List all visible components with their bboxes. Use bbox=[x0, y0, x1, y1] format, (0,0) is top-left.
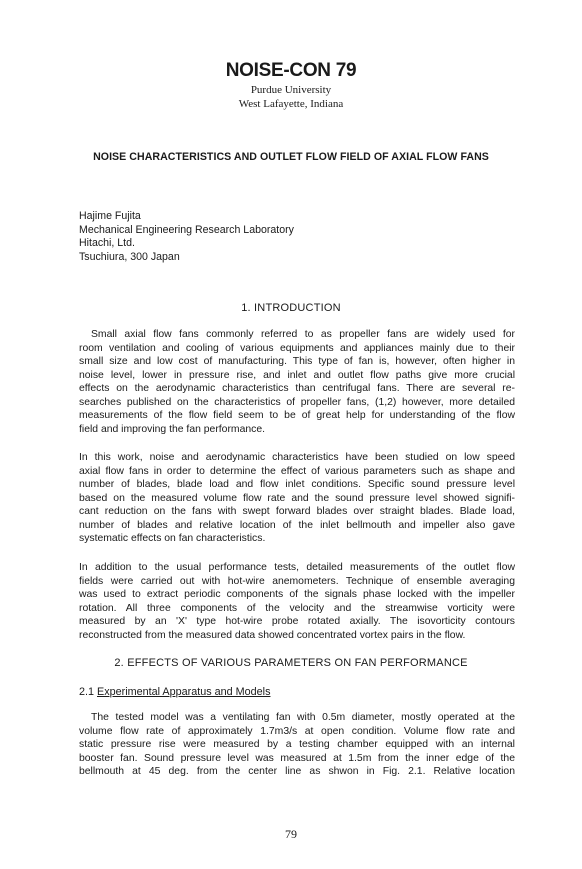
author-lab: Mechanical Engineering Research Laboratory bbox=[79, 223, 294, 236]
text-line: measured by an 'X' type hot-wire probe rotated axially. The isovorticity contours bbox=[79, 616, 515, 627]
text-line: room ventilation and cooling of various equipments and appliances mainly due to their bbox=[79, 342, 515, 354]
page-number: 79 bbox=[285, 827, 297, 841]
text-line: number of blades, blade load and flow inlet conditions. Specific sound pressure level bbox=[79, 479, 515, 490]
paragraph bbox=[79, 451, 515, 546]
text-line: number of blades and relative location of the inlet bellmouth and impeller also gave bbox=[79, 519, 515, 531]
author-name: Hajime Fujita bbox=[79, 210, 141, 222]
text-line: In this work, noise and aerodynamic characteristics have been studied on low speed bbox=[79, 452, 515, 463]
text-line: bellmouth at 45 deg. from the center line as shwon in Fig. 2.1. Relative location bbox=[79, 766, 515, 777]
text-line: In addition to the usual performance tests, detailed measurements of the outlet flow bbox=[79, 562, 515, 573]
text-line: small size and low cost of manufacturing. This type of fan is, however, often higher in bbox=[79, 356, 515, 367]
text-line: was used to extract periodic components of the signals phase locked with the impeller bbox=[79, 589, 515, 600]
author-block bbox=[79, 210, 294, 264]
text-line: The tested model was a ventilating fan with 0.5m diameter, mostly operated at the bbox=[91, 712, 515, 723]
author-company: Hitachi, Ltd. bbox=[79, 237, 135, 250]
text-line: rotation. All three components of the velocity and the streamwise vorticity were bbox=[79, 602, 515, 614]
paragraph bbox=[79, 561, 515, 642]
text-line: Small axial flow fans commonly referred to as propeller fans are widely used for bbox=[91, 329, 515, 340]
text-line: field and improving the fan performance. bbox=[79, 423, 265, 435]
text-line: noise level, lower in pressure rise, and inlet and outlet flow paths give more crucial bbox=[79, 369, 515, 381]
conference-venue: Purdue University bbox=[250, 84, 332, 96]
subsection-title: Experimental Apparatus and Models bbox=[97, 686, 271, 698]
subsection-number: 2.1 bbox=[79, 686, 95, 698]
text-line: systematic effects on fan characteristics. bbox=[79, 533, 266, 544]
conference-location: West Lafayette, Indiana bbox=[238, 98, 344, 110]
text-line: cant reduction on the fans with swept forward blades over straight blades. Blade load, bbox=[79, 506, 515, 517]
subsection-heading bbox=[79, 686, 270, 698]
paragraph bbox=[79, 328, 515, 436]
section-heading-introduction: 1. INTRODUCTION bbox=[241, 302, 341, 314]
conference-title: NOISE-CON 79 bbox=[225, 60, 357, 81]
text-line: based on the measured volume flow rate and the sound pressure level showed signifi- bbox=[79, 492, 515, 504]
author-city: Tsuchiura, 300 Japan bbox=[79, 250, 180, 263]
text-line: reconstructed from the measured data showed concentrated vortex pairs in the flow. bbox=[79, 629, 466, 641]
text-line: volume flow rate of approximately 1.7m3/s at open condition. Volume flow rate and bbox=[79, 725, 515, 737]
text-line: axial flow fans in order to determine the effect of various parameters such as shape and bbox=[79, 465, 515, 477]
text-line: booster fan. Sound pressure level was measured at 1.5m from the inner edge of the bbox=[79, 752, 515, 764]
text-line: effects on the aerodynamic characteristics than centrifugal fans. There are several re- bbox=[79, 383, 515, 394]
text-line: searches published on the characteristics of propeller fans, (1,2) however, more detailed bbox=[79, 396, 515, 408]
paper-title: NOISE CHARACTERISTICS AND OUTLET FLOW FIELD OF AXIAL FLOW FANS bbox=[93, 151, 489, 163]
text-line: fields were carried out with hot-wire anemometers. Technique of ensemble averaging bbox=[79, 575, 515, 587]
text-line: measurements of the flow field seem to be of great help for understanding of the flow bbox=[79, 410, 515, 421]
text-line: static pressure rise were measured by a testing chamber equipped with an internal bbox=[79, 739, 515, 750]
paragraph bbox=[79, 711, 515, 779]
section-heading-effects: 2. EFFECTS OF VARIOUS PARAMETERS ON FAN PERFORMANCE bbox=[114, 657, 468, 669]
